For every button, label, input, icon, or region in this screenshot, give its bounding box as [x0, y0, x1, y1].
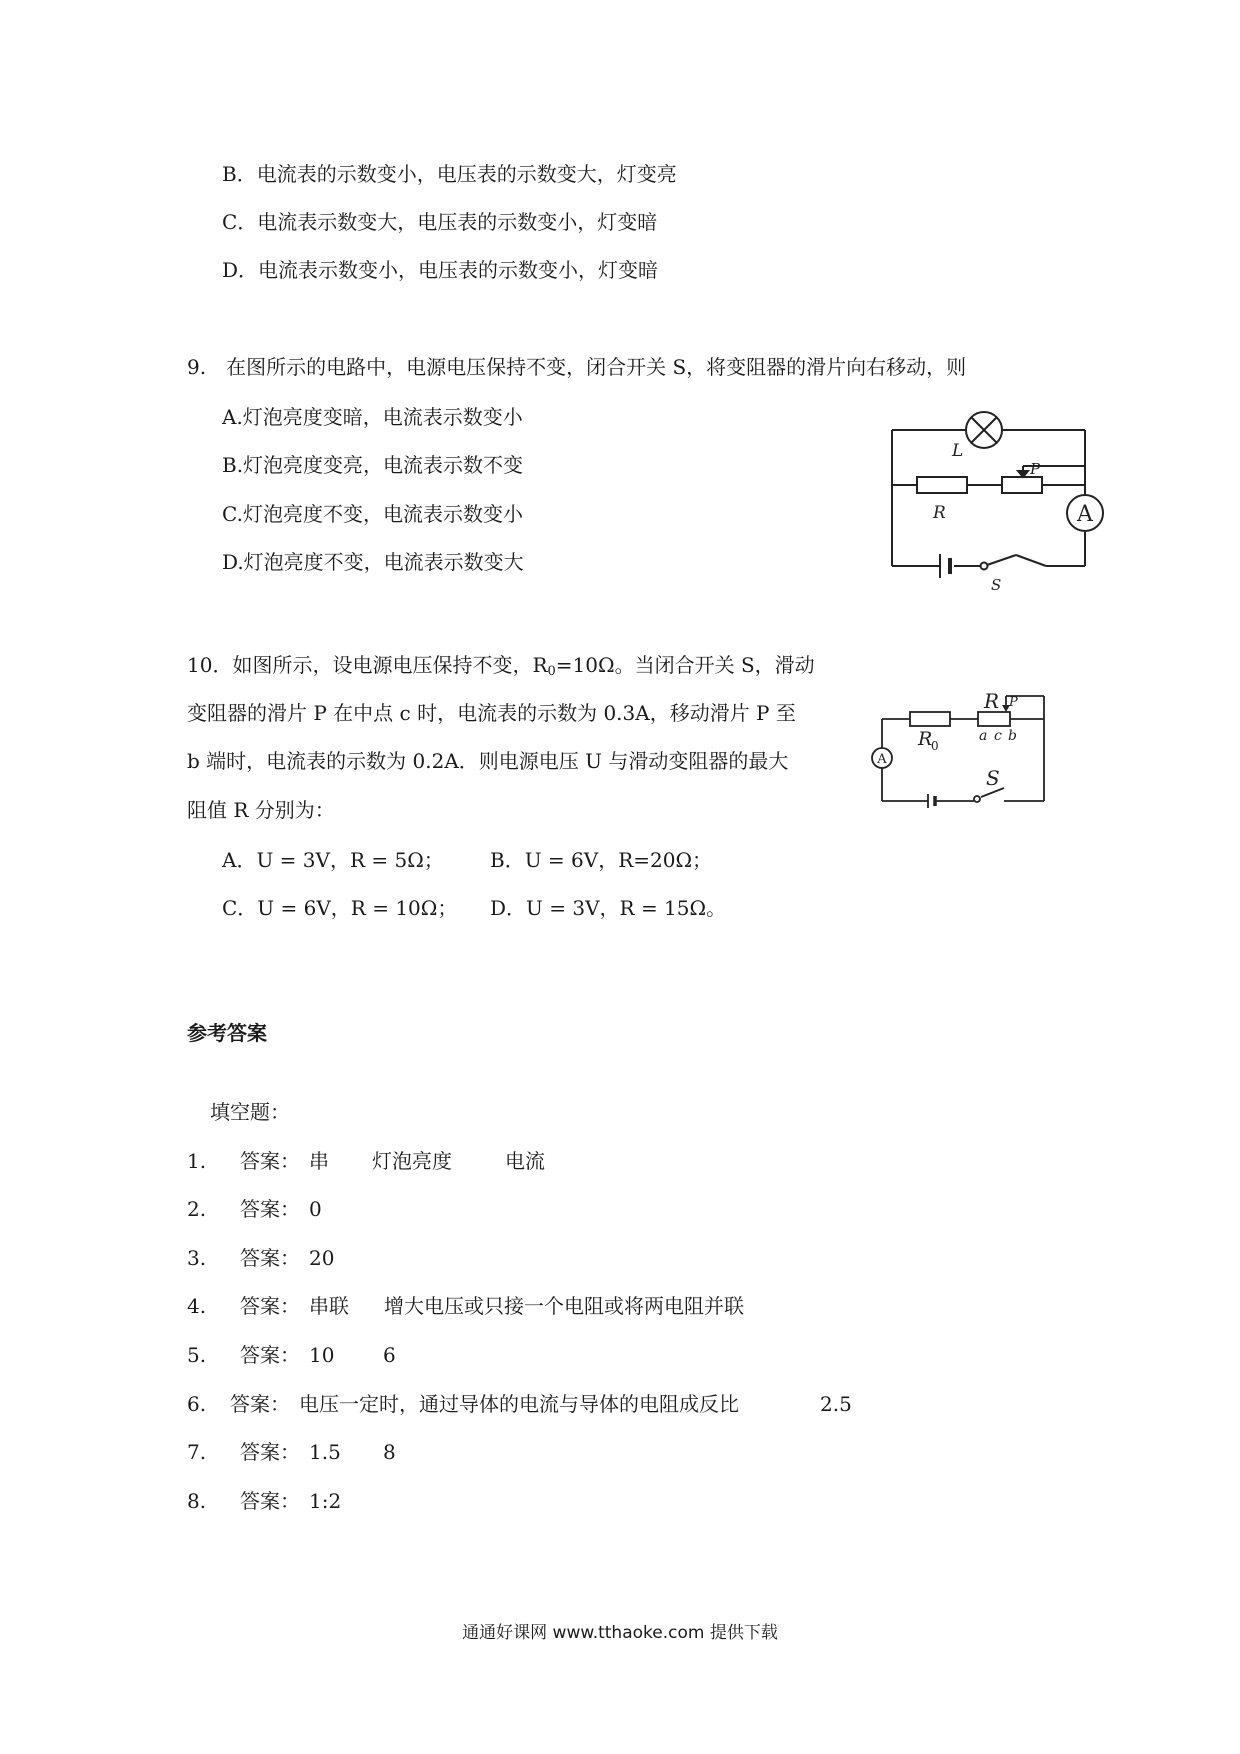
answer-label: 答案：: [240, 1197, 300, 1221]
slider-label: P: [1009, 695, 1018, 710]
answers-section-label: 填空题：: [210, 1100, 290, 1124]
ammeter-label: A: [877, 752, 887, 767]
answer-part-b: 8: [383, 1440, 396, 1464]
answer-label: 答案：: [240, 1440, 300, 1464]
q10-line-2: 变阻器的滑片 P 在中点 c 时，电流表的示数为 0.3A，移动滑片 P 至: [187, 701, 796, 725]
q10-line-1-part-b: =10Ω。当闭合开关 S，滑动: [555, 653, 815, 677]
q10-option-c: C．U = 6V，R = 10Ω；: [222, 896, 458, 920]
answer-part-b: 2.5: [820, 1392, 852, 1416]
battery-symbol: [928, 794, 935, 808]
q10-option-d: D．U = 3V，R = 15Ω。: [490, 896, 727, 920]
switch-symbol: [981, 555, 1017, 570]
answer-number: 8.: [187, 1489, 207, 1513]
q10-line-1-part-a: 10．如图所示，设电源电压保持不变，R: [187, 653, 548, 677]
switch-symbol: [974, 796, 980, 802]
resistor-r-symbol: [917, 477, 967, 493]
r0-label: R: [918, 728, 933, 750]
switch-label: S: [991, 576, 1002, 594]
q8-option-d: D．电流表示数变小，电压表的示数变小，灯变暗: [222, 258, 659, 282]
q9-option-a: A.灯泡亮度变暗，电流表示数变小: [222, 405, 523, 429]
point-a-label: a: [979, 728, 988, 744]
answer-part-b: 6: [383, 1343, 396, 1367]
answer-part-a: 10: [309, 1343, 335, 1367]
q10-line-3: b 端时，电流表的示数为 0.2A．则电源电压 U 与滑动变阻器的最大: [187, 749, 789, 773]
q9-option-d: D.灯泡亮度不变，电流表示数变大: [222, 550, 524, 574]
lamp-symbol: [966, 412, 1002, 448]
answer-number: 3.: [187, 1246, 207, 1270]
answer-number: 2.: [187, 1197, 207, 1221]
point-b-label: b: [1008, 728, 1017, 744]
answer-number: 1.: [187, 1149, 207, 1173]
answer-part-b: 灯泡亮度: [372, 1149, 452, 1173]
answer-number: 6.: [187, 1392, 207, 1416]
answer-part-a: 串联: [309, 1294, 349, 1318]
lamp-label: L: [952, 441, 964, 461]
answer-part-a: 电压一定时，通过导体的电流与导体的电阻成反比: [299, 1392, 739, 1416]
q10-option-b: B．U = 6V，R=20Ω；: [490, 848, 713, 872]
page-footer: 通通好课网 www.tthaoke.com 提供下载: [462, 1623, 778, 1643]
answer-label: 答案：: [240, 1246, 300, 1270]
slider-label: P: [1030, 460, 1041, 478]
answer-label: 答案：: [240, 1149, 300, 1173]
ammeter-label: A: [1077, 502, 1093, 527]
answer-part-a: 串: [309, 1149, 329, 1173]
q10-option-a: A．U = 3V，R = 5Ω；: [222, 848, 444, 872]
slider-arrow: [1018, 466, 1028, 477]
q9-option-b: B.灯泡亮度变亮，电流表示数不变: [222, 453, 524, 477]
answer-number: 5.: [187, 1343, 207, 1367]
answer-label: 答案：: [230, 1392, 290, 1416]
answer-label: 答案：: [240, 1294, 300, 1318]
answers-title: 参考答案: [187, 1021, 267, 1045]
answer-part-a: 20: [309, 1246, 335, 1270]
q10-r0-subscript: 0: [547, 664, 556, 679]
q10-circuit-diagram: [868, 688, 1058, 813]
q9-circuit-diagram: [880, 410, 1120, 595]
q8-option-c: C．电流表示数变大，电压表的示数变小，灯变暗: [222, 210, 658, 234]
r0-label-subscript: 0: [931, 739, 939, 753]
resistor-r0-symbol: [910, 712, 950, 726]
battery-symbol: [940, 554, 950, 578]
answer-part-b: 增大电压或只接一个电阻或将两电阻并联: [384, 1294, 744, 1318]
answer-part-a: 0: [309, 1197, 322, 1221]
answer-part-a: 1.5: [309, 1440, 341, 1464]
q10-line-1: [187, 651, 815, 686]
point-c-label: c: [994, 728, 1002, 744]
q9-option-c: C.灯泡亮度不变，电流表示数变小: [222, 502, 523, 526]
answer-part-a: 1:2: [309, 1489, 342, 1513]
answer-part-c: 电流: [505, 1149, 545, 1173]
answer-number: 7.: [187, 1440, 207, 1464]
switch-label: S: [986, 766, 1000, 790]
rheostat-symbol: [978, 712, 1010, 726]
resistor-label: R: [933, 503, 946, 523]
answer-label: 答案：: [240, 1343, 300, 1367]
answer-label: 答案：: [240, 1489, 300, 1513]
q10-line-4: 阻值 R 分别为：: [187, 798, 335, 822]
rheostat-symbol: [1002, 477, 1042, 493]
q9-stem: 9. 在图所示的电路中，电源电压保持不变，闭合开关 S，将变阻器的滑片向右移动，则: [187, 355, 967, 379]
rheostat-label: R: [984, 689, 1000, 713]
q8-option-b: B．电流表的示数变小，电压表的示数变大，灯变亮: [222, 162, 677, 186]
answer-number: 4.: [187, 1294, 207, 1318]
